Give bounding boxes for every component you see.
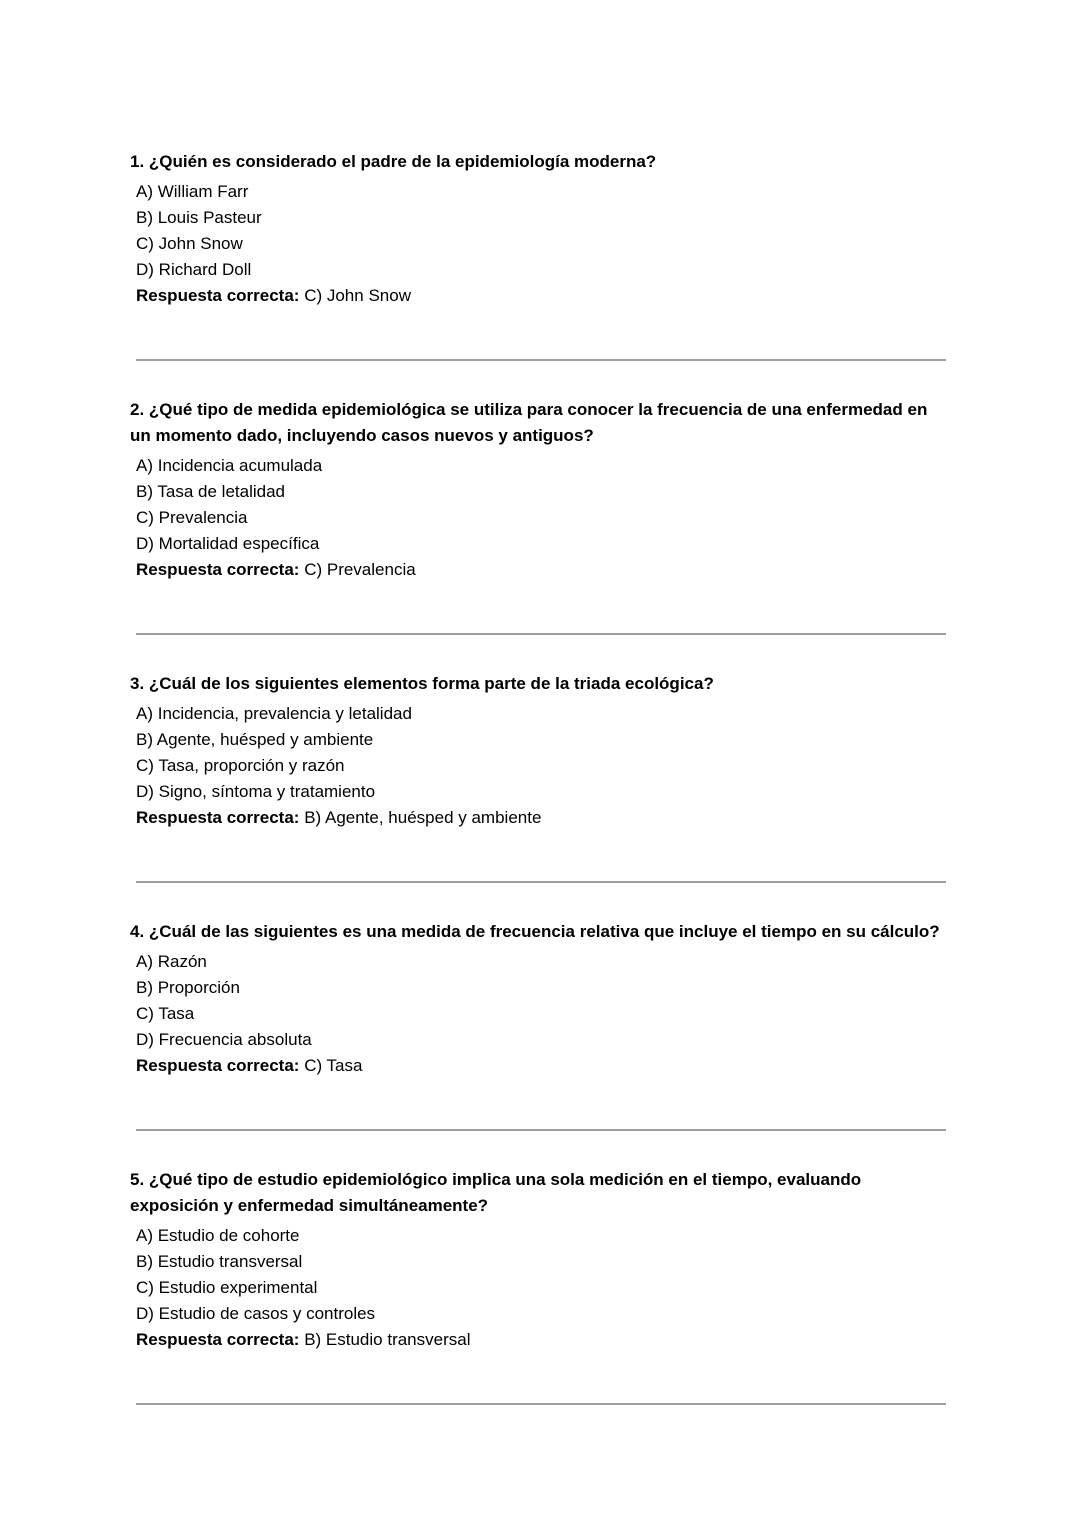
question-divider <box>136 881 946 883</box>
answer-text: C) John Snow <box>299 286 411 305</box>
question-block <box>130 1167 942 1353</box>
question-block <box>130 397 942 583</box>
question-title: 5. ¿Qué tipo de estudio epidemiológico implica una sola medición en el tiempo, evaluando exposición y enfermedad simultáneamente? <box>130 1170 862 1215</box>
answer-line <box>130 805 942 831</box>
question-block <box>130 671 942 831</box>
answer-text: B) Agente, huésped y ambiente <box>299 808 542 827</box>
question-title: 3. ¿Cuál de los siguientes elementos forma parte de la triada ecológica? <box>130 674 714 693</box>
question-block <box>130 149 942 309</box>
option-item: D) Frecuencia absoluta <box>136 1030 312 1049</box>
option-item: B) Tasa de letalidad <box>136 482 286 501</box>
option-item: D) Signo, síntoma y tratamiento <box>136 782 376 801</box>
option-item: A) Estudio de cohorte <box>136 1226 300 1245</box>
answer-label: Respuesta correcta: <box>136 286 300 305</box>
option-item: C) Tasa, proporción y razón <box>136 756 345 775</box>
answer-label: Respuesta correcta: <box>136 808 300 827</box>
option-item: B) Louis Pasteur <box>136 208 262 227</box>
question-divider <box>136 1129 946 1131</box>
answer-line <box>130 283 942 309</box>
option-item: C) Estudio experimental <box>136 1278 318 1297</box>
answer-label: Respuesta correcta: <box>136 1330 300 1349</box>
option-item: D) Estudio de casos y controles <box>136 1304 376 1323</box>
option-item: A) Razón <box>136 952 207 971</box>
question-block <box>130 919 942 1079</box>
question-divider <box>136 359 946 361</box>
option-item: D) Richard Doll <box>136 260 252 279</box>
option-item: B) Proporción <box>136 978 240 997</box>
option-item: A) William Farr <box>136 182 249 201</box>
option-item: C) Tasa <box>136 1004 195 1023</box>
answer-label: Respuesta correcta: <box>136 1056 300 1075</box>
question-title: 2. ¿Qué tipo de medida epidemiológica se utiliza para conocer la frecuencia de una enfermedad en un momento dado, incluyendo casos nuevos y antiguos? <box>130 400 928 445</box>
options-list <box>130 949 942 1053</box>
option-item: B) Estudio transversal <box>136 1252 303 1271</box>
answer-line <box>130 557 942 583</box>
answer-text: C) Prevalencia <box>299 560 416 579</box>
answer-text: B) Estudio transversal <box>299 1330 471 1349</box>
option-item: D) Mortalidad específica <box>136 534 320 553</box>
answer-line <box>130 1053 942 1079</box>
option-item: B) Agente, huésped y ambiente <box>136 730 374 749</box>
option-item: A) Incidencia, prevalencia y letalidad <box>136 704 412 723</box>
options-list <box>130 453 942 557</box>
question-title: 4. ¿Cuál de las siguientes es una medida de frecuencia relativa que incluye el tiempo en su cálculo? <box>130 922 940 941</box>
answer-label: Respuesta correcta: <box>136 560 300 579</box>
options-list <box>130 179 942 283</box>
option-item: C) Prevalencia <box>136 508 248 527</box>
options-list <box>130 1223 942 1327</box>
answer-text: C) Tasa <box>299 1056 363 1075</box>
option-item: A) Incidencia acumulada <box>136 456 323 475</box>
question-title: 1. ¿Quién es considerado el padre de la epidemiología moderna? <box>130 152 657 171</box>
option-item: C) John Snow <box>136 234 243 253</box>
question-divider <box>136 633 946 635</box>
answer-line <box>130 1327 942 1353</box>
options-list <box>130 701 942 805</box>
question-divider <box>136 1403 946 1405</box>
